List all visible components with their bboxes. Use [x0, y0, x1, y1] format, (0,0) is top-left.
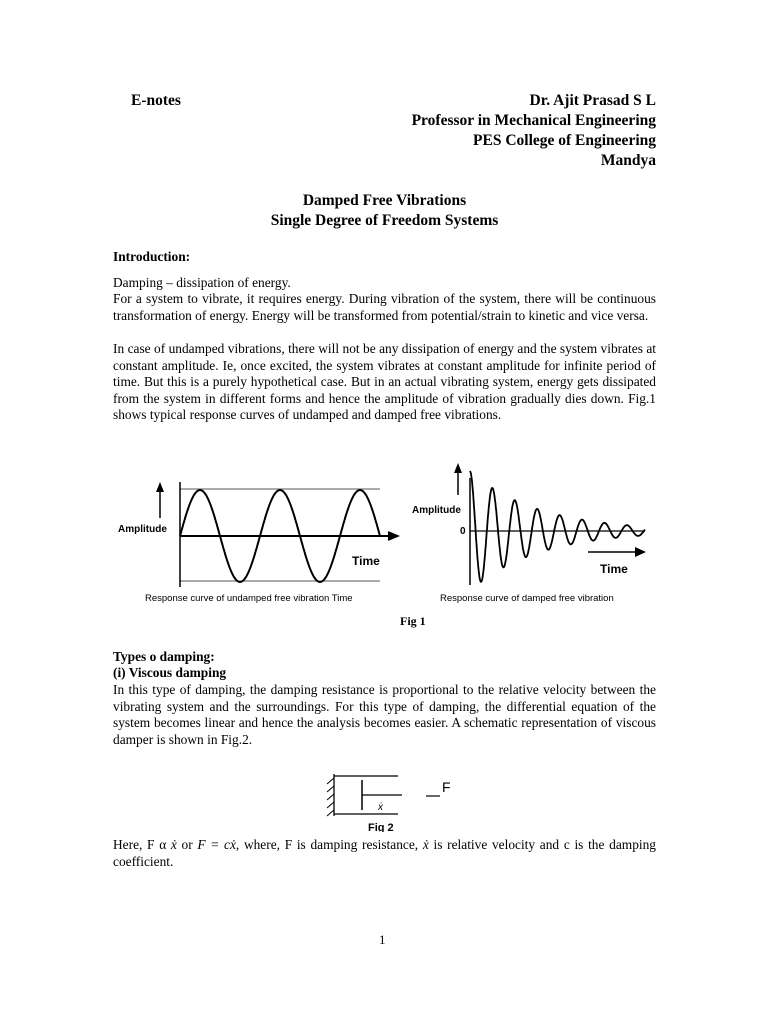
header-author: Dr. Ajit Prasad S L: [529, 92, 656, 109]
types-heading: Types o damping:: [113, 649, 215, 664]
right-ylabel: Amplitude: [412, 505, 461, 516]
xdot-symbol-2: ẋ: [422, 837, 429, 852]
left-caption: Response curve of undamped free vibration Time: [145, 593, 353, 604]
fig2-label: Fig 2: [368, 822, 394, 832]
header-college: PES College of Engineering: [473, 132, 656, 149]
force-equation: F = cẋ: [197, 837, 236, 852]
y-arrow-head: [156, 482, 164, 492]
right-xlabel: Time: [600, 562, 628, 576]
intro-heading: Introduction:: [113, 249, 191, 264]
intro-para2: In case of undamped vibrations, there will not be any dissipation of energy and the system vibrates at constant amplitude. Ie, once excited, the system vibrates at constant amplitude for infinite period of time. But this is a purely hypothetical case. But in an actual vibrating system, energy gets dissipated from the system in different forms and hence the amplitude of vibration gradually dies down. Fig.1 shows typical response curves of undamped and damped free vibrations.: [113, 341, 656, 423]
xdot-symbol: ẋ: [170, 837, 177, 852]
right-caption: Response curve of damped free vibration: [440, 593, 614, 604]
left-xlabel: Time: [352, 554, 380, 568]
x-arrow-head: [635, 547, 646, 557]
damped-response-chart: [410, 460, 660, 610]
page-number: 1: [379, 932, 386, 947]
y-arrow-head: [454, 463, 462, 473]
equation-paragraph: [113, 837, 656, 870]
here-or: or: [176, 837, 198, 852]
title-line2: Single Degree of Freedom Systems: [270, 212, 499, 229]
header-city: Mandya: [600, 152, 656, 169]
intro-line1: Damping – dissipation of energy.: [113, 275, 291, 290]
here-pre: Here, F α: [113, 837, 171, 852]
header-enotes: E-notes: [131, 92, 181, 109]
viscous-para: In this type of damping, the damping resistance is proportional to the relative velocity between the vibrating system and the surroundings. For this type of damping, the differential equation of the system becomes linear and hence the analysis becomes easier. A schematic representation of viscous damper is shown in Fig.2.: [113, 682, 656, 747]
here-mid: , where, F is damping resistance,: [235, 837, 423, 852]
velocity-label: ẋ: [378, 802, 383, 813]
here-post: is relative velocity and c is the damping coefficient.: [113, 837, 656, 869]
right-zero: 0: [460, 526, 466, 537]
header-position: Professor in Mechanical Engineering: [411, 112, 656, 129]
force-label: F: [442, 779, 451, 795]
left-ylabel: Amplitude: [118, 524, 167, 535]
viscous-heading: (i) Viscous damping: [113, 665, 227, 680]
viscous-damper-diagram: [316, 770, 456, 832]
fig1-label: Fig 1: [400, 614, 426, 628]
intro-para1: For a system to vibrate, it requires energy. During vibration of the system, there will be continuous transformation of energy. Energy will be transformed from potential/strain to kinetic and vice versa.: [113, 291, 656, 323]
title-line1: Damped Free Vibrations: [302, 192, 467, 209]
undamped-response-chart: [110, 470, 410, 610]
x-arrow-head: [388, 531, 400, 541]
wall-hatching: [327, 778, 334, 816]
